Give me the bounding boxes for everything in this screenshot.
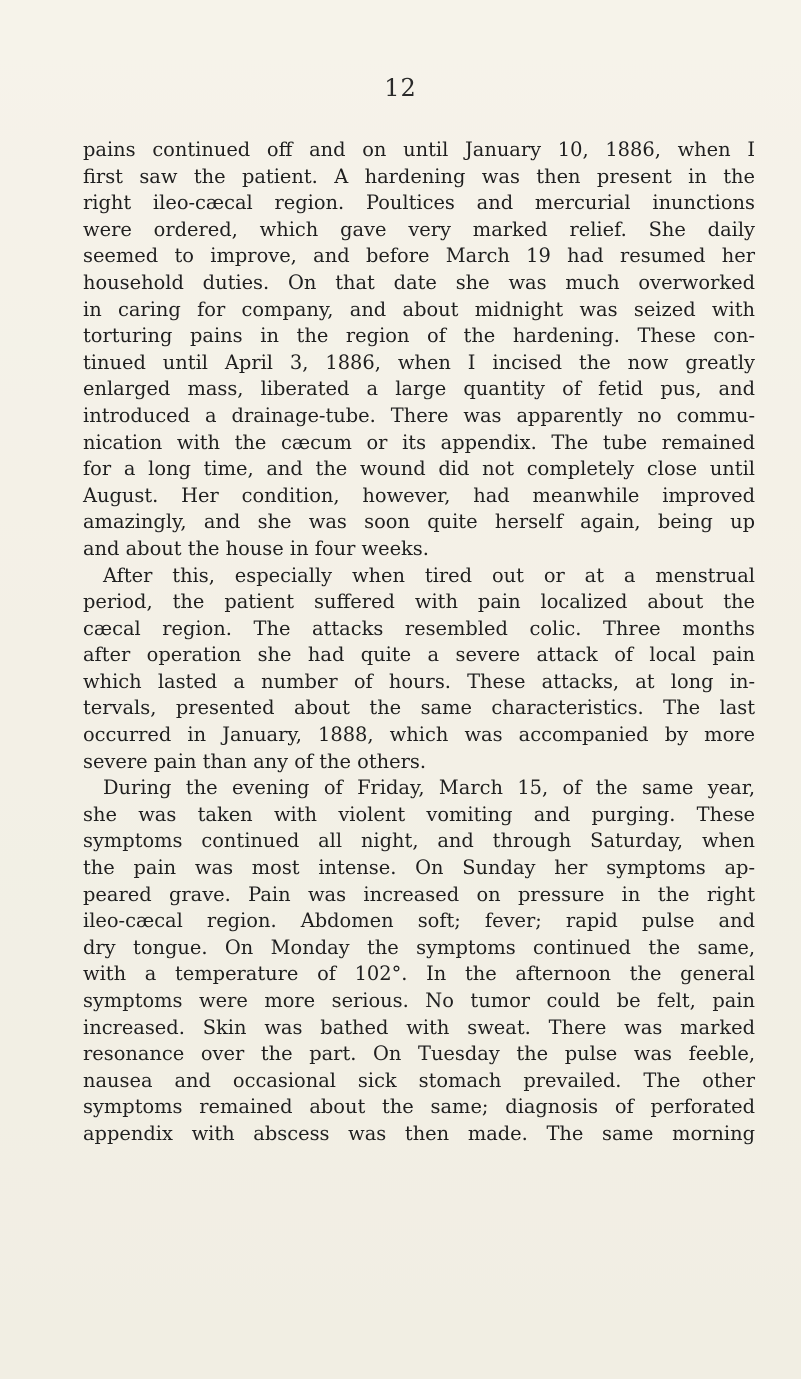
page-number: 12 (384, 74, 417, 102)
text-line: were ordered, which gave very marked relief. She daily (83, 217, 755, 241)
text-line: symptoms remained about the same; diagnosis of perforated (83, 1095, 755, 1119)
text-line: which lasted a number of hours. These attacks, at long in- (83, 669, 755, 693)
text-line: pains continued off and on until January 10, 1886, when I (83, 138, 755, 161)
paragraph-1 (83, 137, 755, 563)
text-line: symptoms were more serious. No tumor could be felt, pain (83, 989, 755, 1012)
text-line: During the evening of Friday, March 15, of the same year, (103, 776, 755, 800)
text-line: severe pain than any of the others. (83, 749, 427, 773)
text-line: after operation she had quite a severe attack of local pain (83, 643, 755, 667)
body-text (83, 137, 755, 1148)
text-line: she was taken with violent vomiting and purging. These (83, 802, 755, 826)
text-line: occurred in January, 1888, which was accompanied by more (83, 723, 755, 747)
text-line: with a temperature of 102°. In the afternoon the general (83, 962, 755, 986)
text-line: in caring for company, and about midnight was seized with (83, 297, 755, 321)
text-line: seemed to improve, and before March 19 had resumed her (83, 244, 755, 268)
text-line: dry tongue. On Monday the symptoms continued the same, (83, 935, 755, 959)
text-line: household duties. On that date she was much overworked (83, 270, 755, 294)
text-line: August. Her condition, however, had meanwhile improved (83, 483, 755, 507)
text-line: resonance over the part. On Tuesday the pulse was feeble, (83, 1042, 755, 1066)
text-line: After this, especially when tired out or at a menstrual (103, 563, 755, 587)
text-line: nausea and occasional sick stomach prevailed. The other (83, 1068, 755, 1092)
text-line: symptoms continued all night, and through Saturday, when (83, 829, 755, 853)
text-line: first saw the patient. A hardening was then present in the (83, 164, 755, 188)
paragraph-2 (83, 563, 755, 776)
text-line: period, the patient suffered with pain localized about the (83, 590, 755, 614)
text-line: cæcal region. The attacks resembled colic. Three months (83, 616, 755, 640)
paragraph-3 (83, 775, 755, 1147)
text-line: increased. Skin was bathed with sweat. There was marked (83, 1015, 755, 1039)
text-line: right ileo-cæcal region. Poultices and mercurial inunctions (83, 191, 755, 215)
text-line: tervals, presented about the same characteristics. The last (83, 696, 755, 720)
text-line: amazingly, and she was soon quite herself again, being up (83, 510, 755, 534)
text-line: ileo-cæcal region. Abdomen soft; fever; rapid pulse and (83, 909, 755, 933)
text-line: tinued until April 3, 1886, when I incised the now greatly (83, 350, 755, 374)
text-line: peared grave. Pain was increased on pressure in the right (83, 882, 755, 906)
text-line: nication with the cæcum or its appendix. The tube remained (83, 430, 755, 454)
text-line: torturing pains in the region of the hardening. These con- (83, 324, 755, 348)
text-line: introduced a drainage-tube. There was apparently no commu- (83, 403, 755, 427)
text-line: appendix with abscess was then made. The same morning (83, 1121, 755, 1145)
text-line: the pain was most intense. On Sunday her symptoms ap- (83, 856, 755, 880)
text-line: enlarged mass, liberated a large quantity of fetid pus, and (83, 377, 755, 401)
text-line: for a long time, and the wound did not completely close until (83, 457, 755, 481)
text-line: and about the house in four weeks. (83, 536, 429, 560)
